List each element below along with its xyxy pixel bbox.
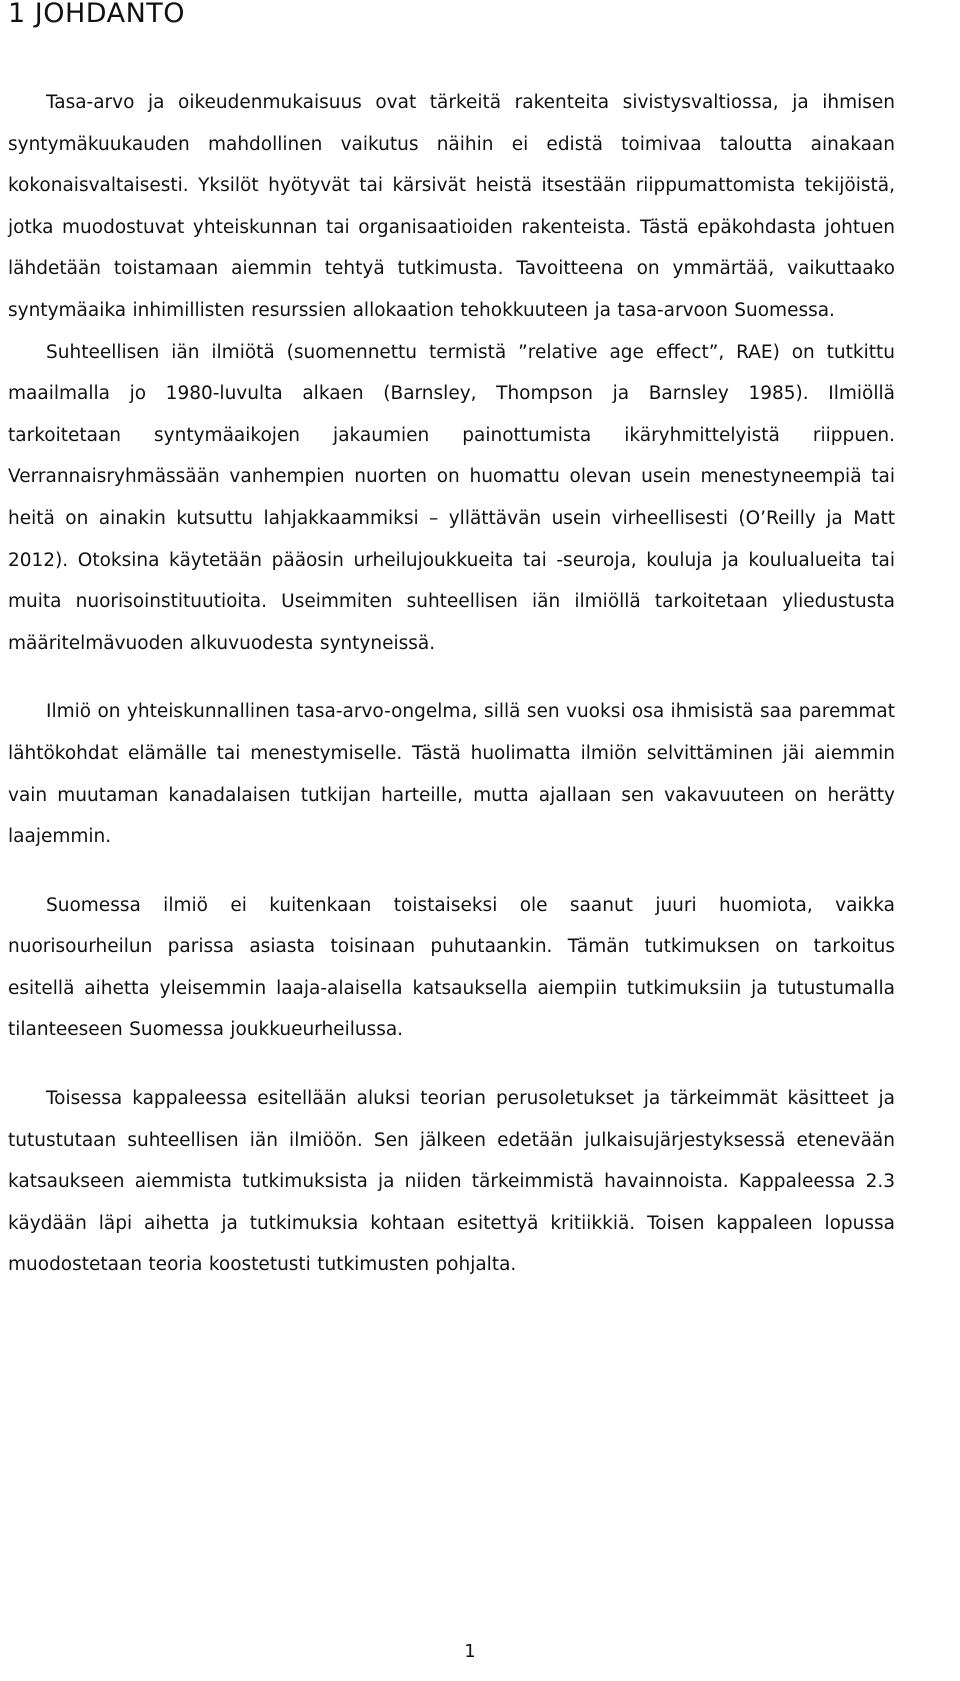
paragraph-intro: Tasa-arvo ja oikeudenmukaisuus ovat tärkeitä rakenteita sivistysvaltiossa, ja ihmisen syntymäkuukauden mahdollinen vaikutus näihin ei edistä toimivaa taloutta ainakaan kokonaisvaltaisesti. Yksilöt hyötyvät tai kärsivät heistä itsestään riippumattomista tekijöistä, jotka muodostuvat yhteiskunnan tai organisaatioiden rakenteista. Tästä epäkohdasta johtuen lähdetään toistamaan aiemmin tehtyä tutkimusta. Tavoitteena on ymmärtää, vaikuttaako syntymäaika inhimillisten resurssien allokaation tehokkuuteen ja tasa-arvoon Suomessa. — [8, 92, 895, 321]
paragraph-structure: Toisessa kappaleessa esitellään aluksi teorian perusoletukset ja tärkeimmät käsitteet ja tutustutaan suhteellisen iän ilmiöön. Sen jälkeen edetään julkaisujärjestyksessä etenevään katsaukseen aiemmista tutkimuksista ja niiden tärkeimmistä havainnoista. Kappaleessa 2.3 käydään läpi aihetta ja tutkimuksia kohtaan esitettyä kritiikkiä. Toisen kappaleen lopussa muodostetaan teoria koostetusti tutkimusten pohjalta. — [8, 1088, 895, 1276]
chapter-heading: 1 JOHDANTO — [8, 0, 186, 29]
paragraph-equality-problem: Ilmiö on yhteiskunnallinen tasa-arvo-ongelma, sillä sen vuoksi osa ihmisistä saa paremmat lähtökohdat elämälle tai menestymiselle. Tästä huolimatta ilmiön selvittäminen jäi aiemmin vain muutaman kanadalaisen tutkijan harteille, mutta ajallaan sen vakavuuteen on herätty laajemmin. — [8, 701, 895, 848]
body-text — [8, 82, 895, 1286]
page-number: 1 — [464, 1641, 476, 1662]
paragraph-finland: Suomessa ilmiö ei kuitenkaan toistaiseksi ole saanut juuri huomiota, vaikka nuorisourheilun parissa asiasta toisinaan puhutaankin. Tämän tutkimuksen on tarkoitus esitellä aihetta yleisemmin laaja-alaisella katsauksella aiempiin tutkimuksiin ja tutustumalla tilanteeseen Suomessa joukkueurheilussa. — [8, 894, 895, 1041]
paragraph-relative-age-effect: Suhteellisen iän ilmiötä (suomennettu termistä ”relative age effect”, RAE) on tutkittu maailmalla jo 1980-luvulta alkaen (Barnsley, Thompson ja Barnsley 1985). Ilmiöllä tarkoitetaan syntymäaikojen jakaumien painottumista ikäryhmittelyistä riippuen. Verrannaisryhmässään vanhempien nuorten on huomattu olevan usein menestyneempiä tai heitä on ainakin kutsuttu lahjakkaammiksi – yllättävän usein virheellisesti (O’Reilly ja Matt 2012). Otoksina käytetään pääosin urheilujoukkueita tai -seuroja, kouluja ja koulualueita tai muita nuorisoinstituutioita. Useimmiten suhteellisen iän ilmiöllä tarkoitetaan yliedustusta määritelmävuoden alkuvuodesta syntyneissä. — [8, 341, 895, 654]
